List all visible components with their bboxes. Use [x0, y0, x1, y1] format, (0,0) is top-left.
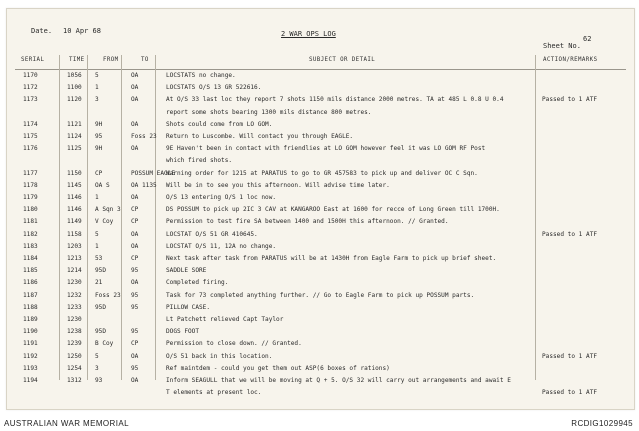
cell-from: 21	[95, 279, 103, 287]
col-time: TIME	[69, 57, 85, 63]
table-row	[15, 254, 626, 266]
cell-serial: 1170	[23, 72, 38, 79]
date-value: 10 Apr 68	[63, 27, 101, 35]
cell-serial: 1180	[23, 206, 38, 214]
table-row	[15, 339, 626, 351]
cell-serial: 1188	[23, 303, 38, 311]
col-action: ACTION/REMARKS	[543, 57, 598, 63]
cell-time: 1158	[67, 230, 82, 238]
cell-time: 1254	[67, 364, 82, 372]
cell-subject: Permission to test fire SA between 1400 and 1500H this afternoon. // Granted.	[166, 218, 449, 226]
cell-time: 1149	[67, 218, 82, 226]
cell-from: 5	[95, 230, 99, 238]
cell-from: 95D	[95, 267, 107, 275]
cell-to: OA	[131, 352, 139, 360]
cell-subject: O/S 51 back in this location.	[166, 352, 273, 360]
cell-subject: DOGS FOOT	[166, 328, 200, 336]
cell-to: OA	[131, 120, 139, 128]
footer-left: AUSTRALIAN WAR MEMORIAL	[4, 419, 129, 428]
cell-subject: LOCSTATS O/S 13 GR 522616.	[166, 84, 262, 92]
cell-to: CP	[131, 255, 139, 262]
table-row	[15, 315, 626, 327]
date-label: Date.	[31, 27, 53, 35]
cell-subject: O/S 13 entering O/S 1 loc now.	[166, 194, 277, 201]
cell-subject: LOCSTAT O/S 51 GR 410645.	[166, 230, 258, 238]
cell-to: OA	[131, 377, 139, 384]
cell-serial: 1177	[23, 169, 38, 177]
cell-subject: PILLOW CASE.	[166, 303, 211, 311]
table-row	[15, 144, 626, 156]
cell-serial: 1192	[23, 352, 38, 360]
table-row	[15, 242, 626, 254]
cell-serial: 1182	[23, 230, 38, 238]
cell-subject: report some shots bearing 1300 mils distance 800 metres.	[166, 108, 372, 116]
cell-subject: DS POSSUM to pick up 2IC 3 CAV at KANGAROO East at 1600 for recce of Long Green till 1700H.	[166, 206, 500, 214]
cell-serial: 1189	[23, 316, 38, 323]
cell-action: Passed to 1 ATF	[542, 96, 598, 104]
cell-from: 95	[95, 133, 103, 140]
cell-from: 1	[95, 84, 99, 92]
cell-to: OA	[131, 279, 139, 287]
cell-serial: 1179	[23, 194, 38, 201]
table-row	[15, 169, 626, 181]
table-row	[15, 132, 626, 144]
table-row	[15, 120, 626, 132]
cell-serial: 1175	[23, 133, 38, 140]
cell-subject: Inform SEAGULL that we will be moving at Q + 5. O/S 32 will carry out arrangements and await E	[166, 377, 511, 384]
col-serial: SERIAL	[21, 57, 45, 63]
cell-from: 95D	[95, 303, 107, 311]
cell-time: 1124	[67, 133, 82, 140]
table-row	[15, 217, 626, 229]
col-subject: SUBJECT OR DETAIL	[309, 57, 376, 63]
cell-to: POSSUM EAGLE	[131, 169, 176, 177]
cell-time: 1121	[67, 120, 82, 128]
footer-right: RCDIG1029945	[571, 419, 633, 428]
cell-from: 95D	[95, 328, 107, 336]
cell-from: 1	[95, 194, 99, 201]
cell-from: CP	[95, 169, 103, 177]
cell-time: 1056	[67, 72, 82, 79]
cell-time: 1230	[67, 279, 82, 287]
cell-subject: 9E Haven't been in contact with friendlies at LO GOM however feel it was LO GOM RF Post	[166, 145, 486, 153]
cell-serial: 1187	[23, 291, 38, 299]
cell-from: OA S	[95, 181, 110, 189]
cell-from: 93	[95, 377, 103, 384]
cell-from: 53	[95, 255, 103, 262]
cell-subject: Lt Patchett relieved Capt Taylor	[166, 316, 284, 323]
cell-from: Foss 23	[95, 291, 121, 299]
cell-to: 95	[131, 328, 139, 336]
cell-subject: T elements at present loc.	[166, 389, 262, 397]
cell-subject: Shots could come from LO GOM.	[166, 120, 273, 128]
cell-from: 5	[95, 352, 99, 360]
cell-time: 1230	[67, 316, 82, 323]
cell-serial: 1190	[23, 328, 38, 336]
cell-time: 1146	[67, 194, 82, 201]
table-row	[15, 266, 626, 278]
cell-serial: 1173	[23, 96, 38, 104]
cell-time: 1232	[67, 291, 82, 299]
table-row	[15, 303, 626, 315]
cell-subject: SADDLE SORE	[166, 267, 207, 275]
cell-to: OA	[131, 84, 139, 92]
cell-from: A Sqn 3	[95, 206, 121, 214]
cell-subject: LOCSTAT O/S 11, 12A no change.	[166, 242, 277, 250]
cell-serial: 1191	[23, 340, 38, 348]
cell-from: 3	[95, 364, 99, 372]
table-row	[15, 156, 626, 168]
cell-subject: Ref maintdem - could you get them out ASP(6 boxes of rations)	[166, 364, 390, 372]
table-row	[15, 230, 626, 242]
cell-time: 1250	[67, 352, 82, 360]
sheet-label: Sheet No.	[543, 42, 581, 50]
cell-to: 95	[131, 303, 139, 311]
cell-to: CP	[131, 206, 139, 214]
cell-time: 1213	[67, 255, 82, 262]
cell-subject: Next task after task from PARATUS will be at 1430H from Eagle Farm to pick up brief sheet.	[166, 255, 497, 262]
sheet-number: 62	[583, 35, 592, 43]
table-row	[15, 352, 626, 364]
cell-subject: Will be in to see you this afternoon. Will advise time later.	[166, 181, 390, 189]
cell-serial: 1178	[23, 181, 38, 189]
log-title: 2 WAR OPS LOG	[281, 30, 336, 38]
cell-subject: Return to Luscombe. Will contact you through EAGLE.	[166, 133, 354, 140]
log-sheet	[6, 8, 635, 410]
cell-time: 1100	[67, 84, 82, 92]
cell-subject: LOCSTATS no change.	[166, 72, 236, 79]
table-row	[15, 71, 626, 83]
cell-time: 1150	[67, 169, 82, 177]
cell-to: 95	[131, 364, 139, 372]
cell-serial: 1176	[23, 145, 38, 153]
col-to: TO	[141, 57, 149, 63]
cell-to: CP	[131, 340, 139, 348]
cell-from: 3	[95, 96, 99, 104]
cell-time: 1203	[67, 242, 82, 250]
cell-serial: 1185	[23, 267, 38, 275]
cell-serial: 1174	[23, 120, 38, 128]
table-row	[15, 83, 626, 95]
cell-from: V Coy	[95, 218, 114, 226]
cell-subject: which fired shots.	[166, 157, 233, 165]
cell-time: 1146	[67, 206, 82, 214]
cell-from: B Coy	[95, 340, 114, 348]
cell-serial: 1193	[23, 364, 38, 372]
cell-time: 1214	[67, 267, 82, 275]
cell-subject: Warning order for 1215 at PARATUS to go to GR 457583 to pick up and deliver OC C Sqn.	[166, 169, 478, 177]
cell-to: OA	[131, 194, 139, 201]
cell-to: OA	[131, 230, 139, 238]
cell-to: OA 1135	[131, 181, 157, 189]
cell-to: CP	[131, 218, 139, 226]
cell-time: 1312	[67, 377, 82, 384]
cell-from: 9H	[95, 120, 103, 128]
cell-action: Passed to 1 ATF	[542, 230, 598, 238]
cell-subject: Completed firing.	[166, 279, 229, 287]
cell-subject: Permission to close down. // Granted.	[166, 340, 302, 348]
cell-to: 95	[131, 291, 139, 299]
cell-from: 5	[95, 72, 99, 79]
table-row	[15, 291, 626, 303]
cell-serial: 1186	[23, 279, 38, 287]
cell-time: 1120	[67, 96, 82, 104]
table-row	[15, 193, 626, 205]
table-row	[15, 376, 626, 388]
cell-to: OA	[131, 145, 139, 153]
cell-time: 1145	[67, 181, 82, 189]
cell-action: Passed to 1 ATF	[542, 389, 598, 397]
cell-to: 95	[131, 267, 139, 275]
cell-subject: At O/S 33 last loc they report 7 shots 1150 mils distance 2000 metres. TA at 485 L 0.8 U 0.4	[166, 96, 504, 104]
cell-subject: Task for 73 completed anything further. // Go to Eagle Farm to pick up POSSUM parts.	[166, 291, 475, 299]
cell-from: 1	[95, 242, 99, 250]
cell-action: Passed to 1 ATF	[542, 352, 598, 360]
cell-from: 9H	[95, 145, 103, 153]
cell-to: Foss 23	[131, 133, 157, 140]
cell-time: 1239	[67, 340, 82, 348]
cell-time: 1233	[67, 303, 82, 311]
table-row	[15, 205, 626, 217]
cell-time: 1125	[67, 145, 82, 153]
table-row	[15, 364, 626, 376]
table-row	[15, 108, 626, 120]
table-row	[15, 388, 626, 400]
cell-to: OA	[131, 72, 139, 79]
table-row	[15, 278, 626, 290]
table-row	[15, 181, 626, 193]
cell-serial: 1181	[23, 218, 38, 226]
cell-to: OA	[131, 96, 139, 104]
table-row	[15, 95, 626, 107]
table-row	[15, 327, 626, 339]
cell-time: 1238	[67, 328, 82, 336]
cell-to: OA	[131, 242, 139, 250]
cell-serial: 1172	[23, 84, 38, 92]
cell-serial: 1183	[23, 242, 38, 250]
col-from: FROM	[103, 57, 119, 63]
cell-serial: 1184	[23, 255, 38, 262]
cell-serial: 1194	[23, 377, 38, 384]
